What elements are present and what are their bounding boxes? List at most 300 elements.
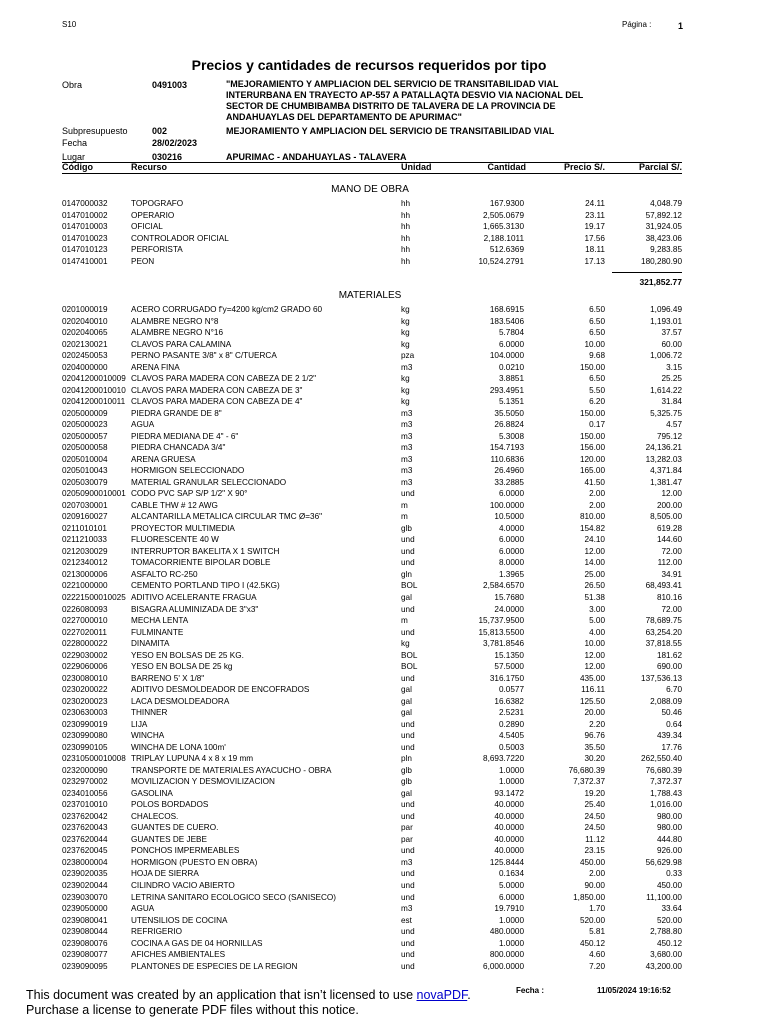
- cell-unidad: kg: [401, 374, 410, 384]
- cell-unidad: hh: [401, 256, 411, 266]
- cell-code: 02041200010010: [62, 385, 126, 395]
- cell-cantidad: 6.0000: [498, 892, 524, 902]
- cell-recurso: PEON: [131, 256, 155, 266]
- table-row: [0, 408, 768, 419]
- table-row: [0, 719, 768, 730]
- cell-cantidad: 33.2885: [494, 477, 524, 487]
- cell-parcial: 4,371.84: [650, 466, 682, 476]
- cell-code: 0205000023: [62, 420, 108, 430]
- license-notice-line1: [26, 988, 471, 1002]
- cell-unidad: hh: [401, 245, 411, 255]
- cell-unidad: kg: [401, 397, 410, 407]
- cell-recurso: GUANTES DE JEBE: [131, 834, 207, 844]
- table-row: [0, 868, 768, 879]
- cell-unidad: und: [401, 489, 415, 499]
- cell-unidad: gal: [401, 788, 412, 798]
- cell-recurso: DINAMITA: [131, 639, 170, 649]
- cell-cantidad: 2.5231: [498, 708, 524, 718]
- cell-code: 02050900010001: [62, 489, 126, 499]
- cell-code: 0230990019: [62, 719, 108, 729]
- cell-code: 0230200023: [62, 696, 108, 706]
- cell-cantidad: 5.7804: [498, 328, 524, 338]
- table-row: [0, 765, 768, 776]
- cell-parcial: 0.64: [666, 719, 682, 729]
- cell-code: 0202130021: [62, 339, 108, 349]
- cell-precio: 17.13: [584, 256, 605, 266]
- cell-unidad: und: [401, 742, 415, 752]
- cell-parcial: 37.57: [661, 328, 682, 338]
- cell-cantidad: 6.0000: [498, 489, 524, 499]
- cell-unidad: m3: [401, 454, 413, 464]
- cell-recurso: AGUA: [131, 420, 155, 430]
- cell-cantidad: 5.0000: [498, 881, 524, 890]
- cell-recurso: HOJA DE SIERRA: [131, 869, 199, 879]
- table-row: [0, 799, 768, 810]
- cell-parcial: 926.00: [656, 846, 682, 856]
- license-notice-line2: Purchase a license to generate PDF files without this notice.: [26, 1003, 359, 1017]
- cell-recurso: YESO EN BOLSA DE 25 kg: [131, 662, 233, 672]
- cell-code: 02041200010011: [62, 397, 126, 407]
- mano-de-obra-subtotal: 321,852.77: [639, 277, 682, 287]
- cell-unidad: m3: [401, 443, 413, 453]
- cell-cantidad: 110.6836: [490, 454, 524, 464]
- obra-code: 0491003: [152, 80, 188, 90]
- cell-code: 0147410001: [62, 256, 108, 266]
- cell-parcial: 262,550.40: [641, 754, 682, 764]
- cell-cantidad: 104.0000: [489, 351, 524, 361]
- table-row: [0, 569, 768, 580]
- cell-precio: 23.11: [585, 210, 605, 220]
- cell-unidad: und: [401, 811, 415, 821]
- cell-precio: 520.00: [579, 915, 605, 925]
- table-row: [0, 256, 768, 267]
- table-row: [0, 546, 768, 557]
- table-row: [0, 500, 768, 511]
- cell-precio: 24.11: [585, 199, 605, 208]
- cell-recurso: OFICIAL: [131, 222, 163, 232]
- cell-parcial: 11,100.00: [646, 892, 682, 902]
- cell-unidad: m3: [401, 408, 413, 418]
- cell-parcial: 60.00: [661, 339, 682, 349]
- cell-code: 0239090095: [62, 961, 108, 971]
- cell-recurso: CLAVOS PARA MADERA CON CABEZA DE 3": [131, 385, 303, 395]
- table-row: [0, 857, 768, 868]
- table-row: [0, 604, 768, 615]
- table-row: [0, 822, 768, 833]
- table-row: [0, 673, 768, 684]
- cell-precio: 3.00: [589, 604, 605, 614]
- cell-recurso: COCINA A GAS DE 04 HORNILLAS: [131, 938, 263, 948]
- cell-unidad: und: [401, 950, 415, 960]
- cell-code: 02310500010008: [62, 754, 126, 764]
- cell-precio: 120.00: [579, 454, 605, 464]
- cell-parcial: 1,016.00: [650, 800, 682, 810]
- lugar-description: APURIMAC - ANDAHUAYLAS - TALAVERA: [226, 152, 407, 162]
- cell-cantidad: 4.5405: [498, 731, 524, 741]
- cell-parcial: 980.00: [656, 811, 682, 821]
- cell-parcial: 31,924.05: [645, 222, 682, 232]
- cell-unidad: und: [401, 961, 415, 971]
- cell-code: 0213000006: [62, 569, 108, 579]
- cell-unidad: und: [401, 869, 415, 879]
- cell-precio: 1,850.00: [573, 892, 605, 902]
- cell-precio: 19.20: [584, 788, 605, 798]
- table-row: [0, 442, 768, 453]
- cell-precio: 150.00: [579, 431, 605, 441]
- cell-parcial: 520.00: [656, 915, 682, 925]
- cell-cantidad: 6.0000: [498, 339, 524, 349]
- cell-precio: 6.20: [589, 397, 605, 407]
- cell-recurso: AFICHES AMBIENTALES: [131, 950, 226, 960]
- table-row: [0, 454, 768, 465]
- cell-code: 0205030079: [62, 477, 108, 487]
- cell-precio: 19.17: [584, 222, 605, 232]
- cell-parcial: 1,096.49: [650, 305, 682, 314]
- cell-cantidad: 19.7910: [494, 904, 524, 914]
- cell-code: 0239050000: [62, 904, 108, 914]
- cell-unidad: und: [401, 731, 415, 741]
- cell-parcial: 2,088.09: [650, 696, 682, 706]
- cell-code: 0211010101: [62, 523, 107, 533]
- table-row: [0, 834, 768, 845]
- cell-unidad: hh: [401, 210, 411, 220]
- cell-recurso: HORMIGON SELECCIONADO: [131, 466, 245, 476]
- cell-parcial: 72.00: [661, 604, 682, 614]
- cell-parcial: 34.91: [661, 569, 682, 579]
- cell-parcial: 76,680.39: [645, 765, 682, 775]
- table-row: [0, 431, 768, 442]
- cell-cantidad: 480.0000: [489, 927, 524, 937]
- cell-parcial: 12.00: [661, 489, 682, 499]
- cell-code: 0226080093: [62, 604, 108, 614]
- cell-precio: 10.00: [584, 639, 605, 649]
- cell-precio: 96.76: [584, 731, 605, 741]
- subpresupuesto-description: MEJORAMIENTO Y AMPLIACION DEL SERVICIO DE TRANSITABILIDAD VIAL: [226, 126, 555, 136]
- cell-code: 0202040010: [62, 316, 108, 326]
- cell-code: 0202450053: [62, 351, 108, 361]
- cell-cantidad: 16.6382: [494, 696, 524, 706]
- table-row: [0, 753, 768, 764]
- cell-unidad: hh: [401, 222, 411, 232]
- cell-unidad: und: [401, 673, 415, 683]
- cell-precio: 0.17: [589, 420, 605, 430]
- cell-parcial: 6.70: [666, 685, 682, 695]
- table-row: [0, 742, 768, 753]
- cell-unidad: und: [401, 892, 415, 902]
- cell-cantidad: 800.0000: [489, 950, 524, 960]
- cell-code: 0147010002: [62, 210, 108, 220]
- table-row: [0, 696, 768, 707]
- cell-code: 0147010003: [62, 222, 108, 232]
- cell-cantidad: 8,693.7220: [483, 754, 524, 764]
- cell-unidad: gal: [401, 708, 412, 718]
- cell-parcial: 450.12: [656, 938, 682, 948]
- cell-recurso: CODO PVC SAP S/P 1/2" X 90°: [131, 489, 248, 499]
- cell-cantidad: 40.0000: [494, 823, 524, 833]
- cell-cantidad: 293.4951: [489, 385, 524, 395]
- cell-parcial: 63,254.20: [645, 627, 682, 637]
- cell-precio: 2.00: [589, 869, 605, 879]
- cell-cantidad: 15,737.9500: [478, 616, 524, 626]
- cell-recurso: BISAGRA ALUMINIZADA DE 3"x3": [131, 604, 259, 614]
- table-row: [0, 373, 768, 384]
- table-row: [0, 465, 768, 476]
- table-row: [0, 776, 768, 787]
- cell-parcial: 3.15: [666, 362, 682, 372]
- cell-code: 0205010043: [62, 466, 108, 476]
- cell-recurso: ADITIVO ACELERANTE FRAGUA: [131, 593, 257, 602]
- cell-code: 0232000090: [62, 765, 108, 775]
- cell-precio: 41.50: [584, 477, 605, 487]
- cell-code: 0234010056: [62, 788, 108, 798]
- cell-code: 0227000010: [62, 616, 108, 626]
- cell-unidad: kg: [401, 639, 410, 649]
- table-row: [0, 362, 768, 373]
- cell-unidad: m3: [401, 477, 413, 487]
- table-row: [0, 730, 768, 741]
- cell-cantidad: 40.0000: [494, 846, 524, 856]
- cell-cantidad: 183.5406: [489, 316, 524, 326]
- fecha-label: Fecha: [62, 138, 88, 148]
- cell-parcial: 33.64: [661, 904, 682, 914]
- cell-unidad: und: [401, 535, 415, 545]
- table-row: [0, 811, 768, 822]
- cell-precio: 116.11: [581, 685, 605, 695]
- cell-parcial: 31.84: [661, 397, 682, 407]
- cell-parcial: 4.57: [666, 420, 682, 430]
- cell-cantidad: 40.0000: [494, 811, 524, 821]
- cell-recurso: GUANTES DE CUERO.: [131, 823, 219, 833]
- cell-recurso: LACA DESMOLDEADORA: [131, 696, 230, 706]
- cell-recurso: TOMACORRIENTE BIPOLAR DOBLE: [131, 558, 271, 568]
- cell-recurso: PIEDRA CHANCADA 3/4": [131, 443, 226, 453]
- table-row: [0, 938, 768, 949]
- cell-cantidad: 1,665.3130: [483, 222, 524, 232]
- cell-parcial: 8,505.00: [650, 512, 682, 522]
- cell-precio: 150.00: [579, 362, 605, 372]
- cell-code: 0205000009: [62, 408, 108, 418]
- cell-code: 0147010023: [62, 233, 108, 243]
- cell-code: 0212030029: [62, 546, 108, 556]
- cell-unidad: und: [401, 719, 415, 729]
- cell-precio: 25.40: [584, 800, 605, 810]
- cell-cantidad: 1.0000: [498, 777, 524, 787]
- license-notice-period: .: [467, 988, 471, 1002]
- cell-parcial: 56,629.98: [645, 857, 682, 867]
- cell-recurso: ALAMBRE NEGRO N°8: [131, 316, 219, 326]
- cell-precio: 7,372.37: [573, 777, 605, 787]
- cell-unidad: und: [401, 938, 415, 948]
- table-row: [0, 304, 768, 315]
- col-cantidad: Cantidad: [487, 162, 526, 172]
- cell-code: 0221000000: [62, 581, 108, 591]
- cell-unidad: pln: [401, 754, 412, 764]
- cell-cantidad: 10,524.2791: [478, 256, 524, 266]
- novapdf-link[interactable]: novaPDF: [416, 988, 468, 1002]
- cell-code: 0230080010: [62, 673, 108, 683]
- col-unidad: Unidad: [401, 162, 432, 172]
- cell-precio: 450.12: [579, 938, 605, 948]
- obra-description: "MEJORAMIENTO Y AMPLIACION DEL SERVICIO DE TRANSITABILIDAD VIAL INTERURBANA EN TRAYECTO AP-557 A PATALLAQTA DESVIO VIA NACIONAL DEL SECTOR DE CHUMBIBAMBA DISTRITO DE TALAVERA DE LA PROVINCIA DE ANDAHUAYLAS DEL DEPARTAMENTO DE APURIMAC": [226, 79, 584, 122]
- cell-cantidad: 3.8851: [498, 374, 524, 384]
- cell-cantidad: 1.0000: [498, 915, 524, 925]
- cell-cantidad: 10.5000: [494, 512, 524, 522]
- cell-parcial: 17.76: [661, 742, 682, 752]
- table-row: [0, 926, 768, 937]
- cell-unidad: est: [401, 915, 412, 925]
- cell-unidad: par: [401, 834, 413, 844]
- cell-unidad: hh: [401, 233, 411, 243]
- cell-recurso: BARRENO 5' X 1/8": [131, 673, 205, 683]
- cell-recurso: LETRINA SANITARO ECOLOGICO SECO (SANISECO): [131, 892, 337, 902]
- cell-parcial: 24,136.21: [645, 443, 682, 453]
- cell-unidad: gal: [401, 685, 412, 695]
- cell-cantidad: 0.1634: [498, 869, 524, 879]
- cell-cantidad: 24.0000: [494, 604, 524, 614]
- cell-recurso: UTENSILIOS DE COCINA: [131, 915, 228, 925]
- section-mano-de-obra-title: MANO DE OBRA: [331, 184, 409, 195]
- cell-parcial: 795.12: [656, 431, 682, 441]
- cell-cantidad: 15,813.5500: [478, 627, 524, 637]
- cell-cantidad: 0.2890: [498, 719, 524, 729]
- table-row: [0, 488, 768, 499]
- cell-parcial: 1,193.01: [650, 316, 682, 326]
- table-row: [0, 511, 768, 522]
- cell-recurso: ASFALTO RC-250: [131, 569, 198, 579]
- cell-code: 0237620045: [62, 846, 108, 856]
- cell-recurso: INTERRUPTOR BAKELITA X 1 SWITCH: [131, 546, 280, 556]
- cell-unidad: gal: [401, 696, 412, 706]
- cell-unidad: m3: [401, 362, 413, 372]
- table-row: [0, 915, 768, 926]
- cell-recurso: PIEDRA GRANDE DE 8": [131, 408, 222, 418]
- cell-parcial: 38,423.06: [645, 233, 682, 243]
- print-date-label: Fecha :: [516, 986, 545, 995]
- cell-code: 0237620043: [62, 823, 108, 833]
- section-materiales-title: MATERIALES: [338, 290, 402, 301]
- cell-cantidad: 316.1750: [489, 673, 524, 683]
- cell-recurso: CLAVOS PARA MADERA CON CABEZA DE 2 1/2": [131, 374, 317, 384]
- print-date-value: 11/05/2024 19:16:52: [597, 986, 671, 995]
- cell-parcial: 1,614.22: [650, 385, 682, 395]
- cell-parcial: 4,048.79: [650, 199, 682, 208]
- cell-parcial: 57,892.12: [645, 210, 682, 220]
- cell-precio: 12.00: [584, 650, 605, 660]
- cell-unidad: pza: [401, 351, 415, 361]
- cell-cantidad: 168.6915: [489, 305, 524, 314]
- table-row: [0, 661, 768, 672]
- cell-code: 0228000022: [62, 639, 108, 649]
- cell-recurso: REFRIGERIO: [131, 927, 182, 937]
- cell-parcial: 450.00: [656, 881, 682, 890]
- cell-recurso: CLAVOS PARA CALAMINA: [131, 339, 232, 349]
- cell-code: 0202040065: [62, 328, 108, 338]
- cell-precio: 51.38: [584, 593, 605, 602]
- cell-unidad: kg: [401, 385, 410, 395]
- cell-parcial: 1,006.72: [650, 351, 682, 361]
- cell-unidad: und: [401, 604, 415, 614]
- cell-code: 0239080077: [62, 950, 108, 960]
- cell-code: 0238000004: [62, 857, 108, 867]
- cell-precio: 23.15: [584, 846, 605, 856]
- cell-code: 0147000032: [62, 199, 108, 208]
- cell-precio: 11.12: [585, 834, 605, 844]
- cell-parcial: 7,372.37: [650, 777, 682, 787]
- table-row: [0, 339, 768, 350]
- cell-recurso: MECHA LENTA: [131, 616, 189, 626]
- cell-recurso: THINNER: [131, 708, 168, 718]
- cell-code: 0232970002: [62, 777, 108, 787]
- cell-recurso: ALAMBRE NEGRO N°16: [131, 328, 223, 338]
- cell-unidad: gln: [401, 569, 412, 579]
- cell-cantidad: 100.0000: [489, 500, 524, 510]
- cell-cantidad: 167.9300: [489, 199, 524, 208]
- cell-parcial: 810.16: [656, 593, 682, 602]
- cell-parcial: 181.62: [656, 650, 682, 660]
- page-number: 1: [678, 21, 684, 31]
- table-row: [0, 557, 768, 568]
- cell-cantidad: 512.6369: [489, 245, 524, 255]
- obra-label: Obra: [62, 80, 83, 90]
- cell-code: 0201000019: [62, 305, 108, 314]
- cell-precio: 6.50: [589, 374, 605, 384]
- cell-precio: 90.00: [584, 881, 605, 890]
- cell-code: 0205000058: [62, 443, 108, 453]
- cell-cantidad: 6.0000: [498, 546, 524, 556]
- cell-unidad: kg: [401, 305, 410, 314]
- cell-recurso: FLUORESCENTE 40 W: [131, 535, 219, 545]
- table-row: [0, 396, 768, 407]
- table-row: [0, 684, 768, 695]
- cell-code: 0239020035: [62, 869, 108, 879]
- cell-parcial: 1,381.47: [650, 477, 682, 487]
- table-row: [0, 788, 768, 799]
- cell-precio: 20.00: [584, 708, 605, 718]
- cell-cantidad: 93.1472: [494, 788, 524, 798]
- cell-unidad: kg: [401, 339, 410, 349]
- table-row: [0, 845, 768, 856]
- cell-recurso: PIEDRA MEDIANA DE 4" - 6": [131, 431, 239, 441]
- cell-recurso: CONTROLADOR OFICIAL: [131, 233, 229, 243]
- cell-code: 0237620042: [62, 811, 108, 821]
- cell-recurso: FULMINANTE: [131, 627, 184, 637]
- cell-code: 0230200022: [62, 685, 108, 695]
- cell-cantidad: 0.0210: [498, 362, 524, 372]
- cell-parcial: 9,283.85: [650, 245, 682, 255]
- cell-cantidad: 0.5003: [498, 742, 524, 752]
- cell-unidad: BOL: [401, 650, 418, 660]
- cell-unidad: glb: [401, 765, 412, 775]
- cell-recurso: PROYECTOR MULTIMEDIA: [131, 523, 235, 533]
- cell-precio: 14.00: [584, 558, 605, 568]
- cell-parcial: 68,493.41: [645, 581, 682, 591]
- cell-unidad: und: [401, 546, 415, 556]
- cell-code: 0227020011: [62, 627, 107, 637]
- cell-precio: 450.00: [579, 857, 605, 867]
- cell-parcial: 25.25: [661, 374, 682, 384]
- cell-recurso: PERNO PASANTE 3/8" x 8" C/TUERCA: [131, 351, 277, 361]
- col-parcial: Parcial S/.: [638, 162, 682, 172]
- cell-unidad: m: [401, 512, 408, 522]
- cell-recurso: WINCHA DE LONA 100m': [131, 742, 226, 752]
- cell-precio: 12.00: [584, 662, 605, 672]
- table-row: [0, 650, 768, 661]
- cell-parcial: 78,689.75: [645, 616, 682, 626]
- col-codigo: Código: [62, 162, 93, 172]
- cell-precio: 24.10: [584, 535, 605, 545]
- cell-precio: 2.00: [589, 489, 605, 499]
- cell-precio: 4.60: [589, 950, 605, 960]
